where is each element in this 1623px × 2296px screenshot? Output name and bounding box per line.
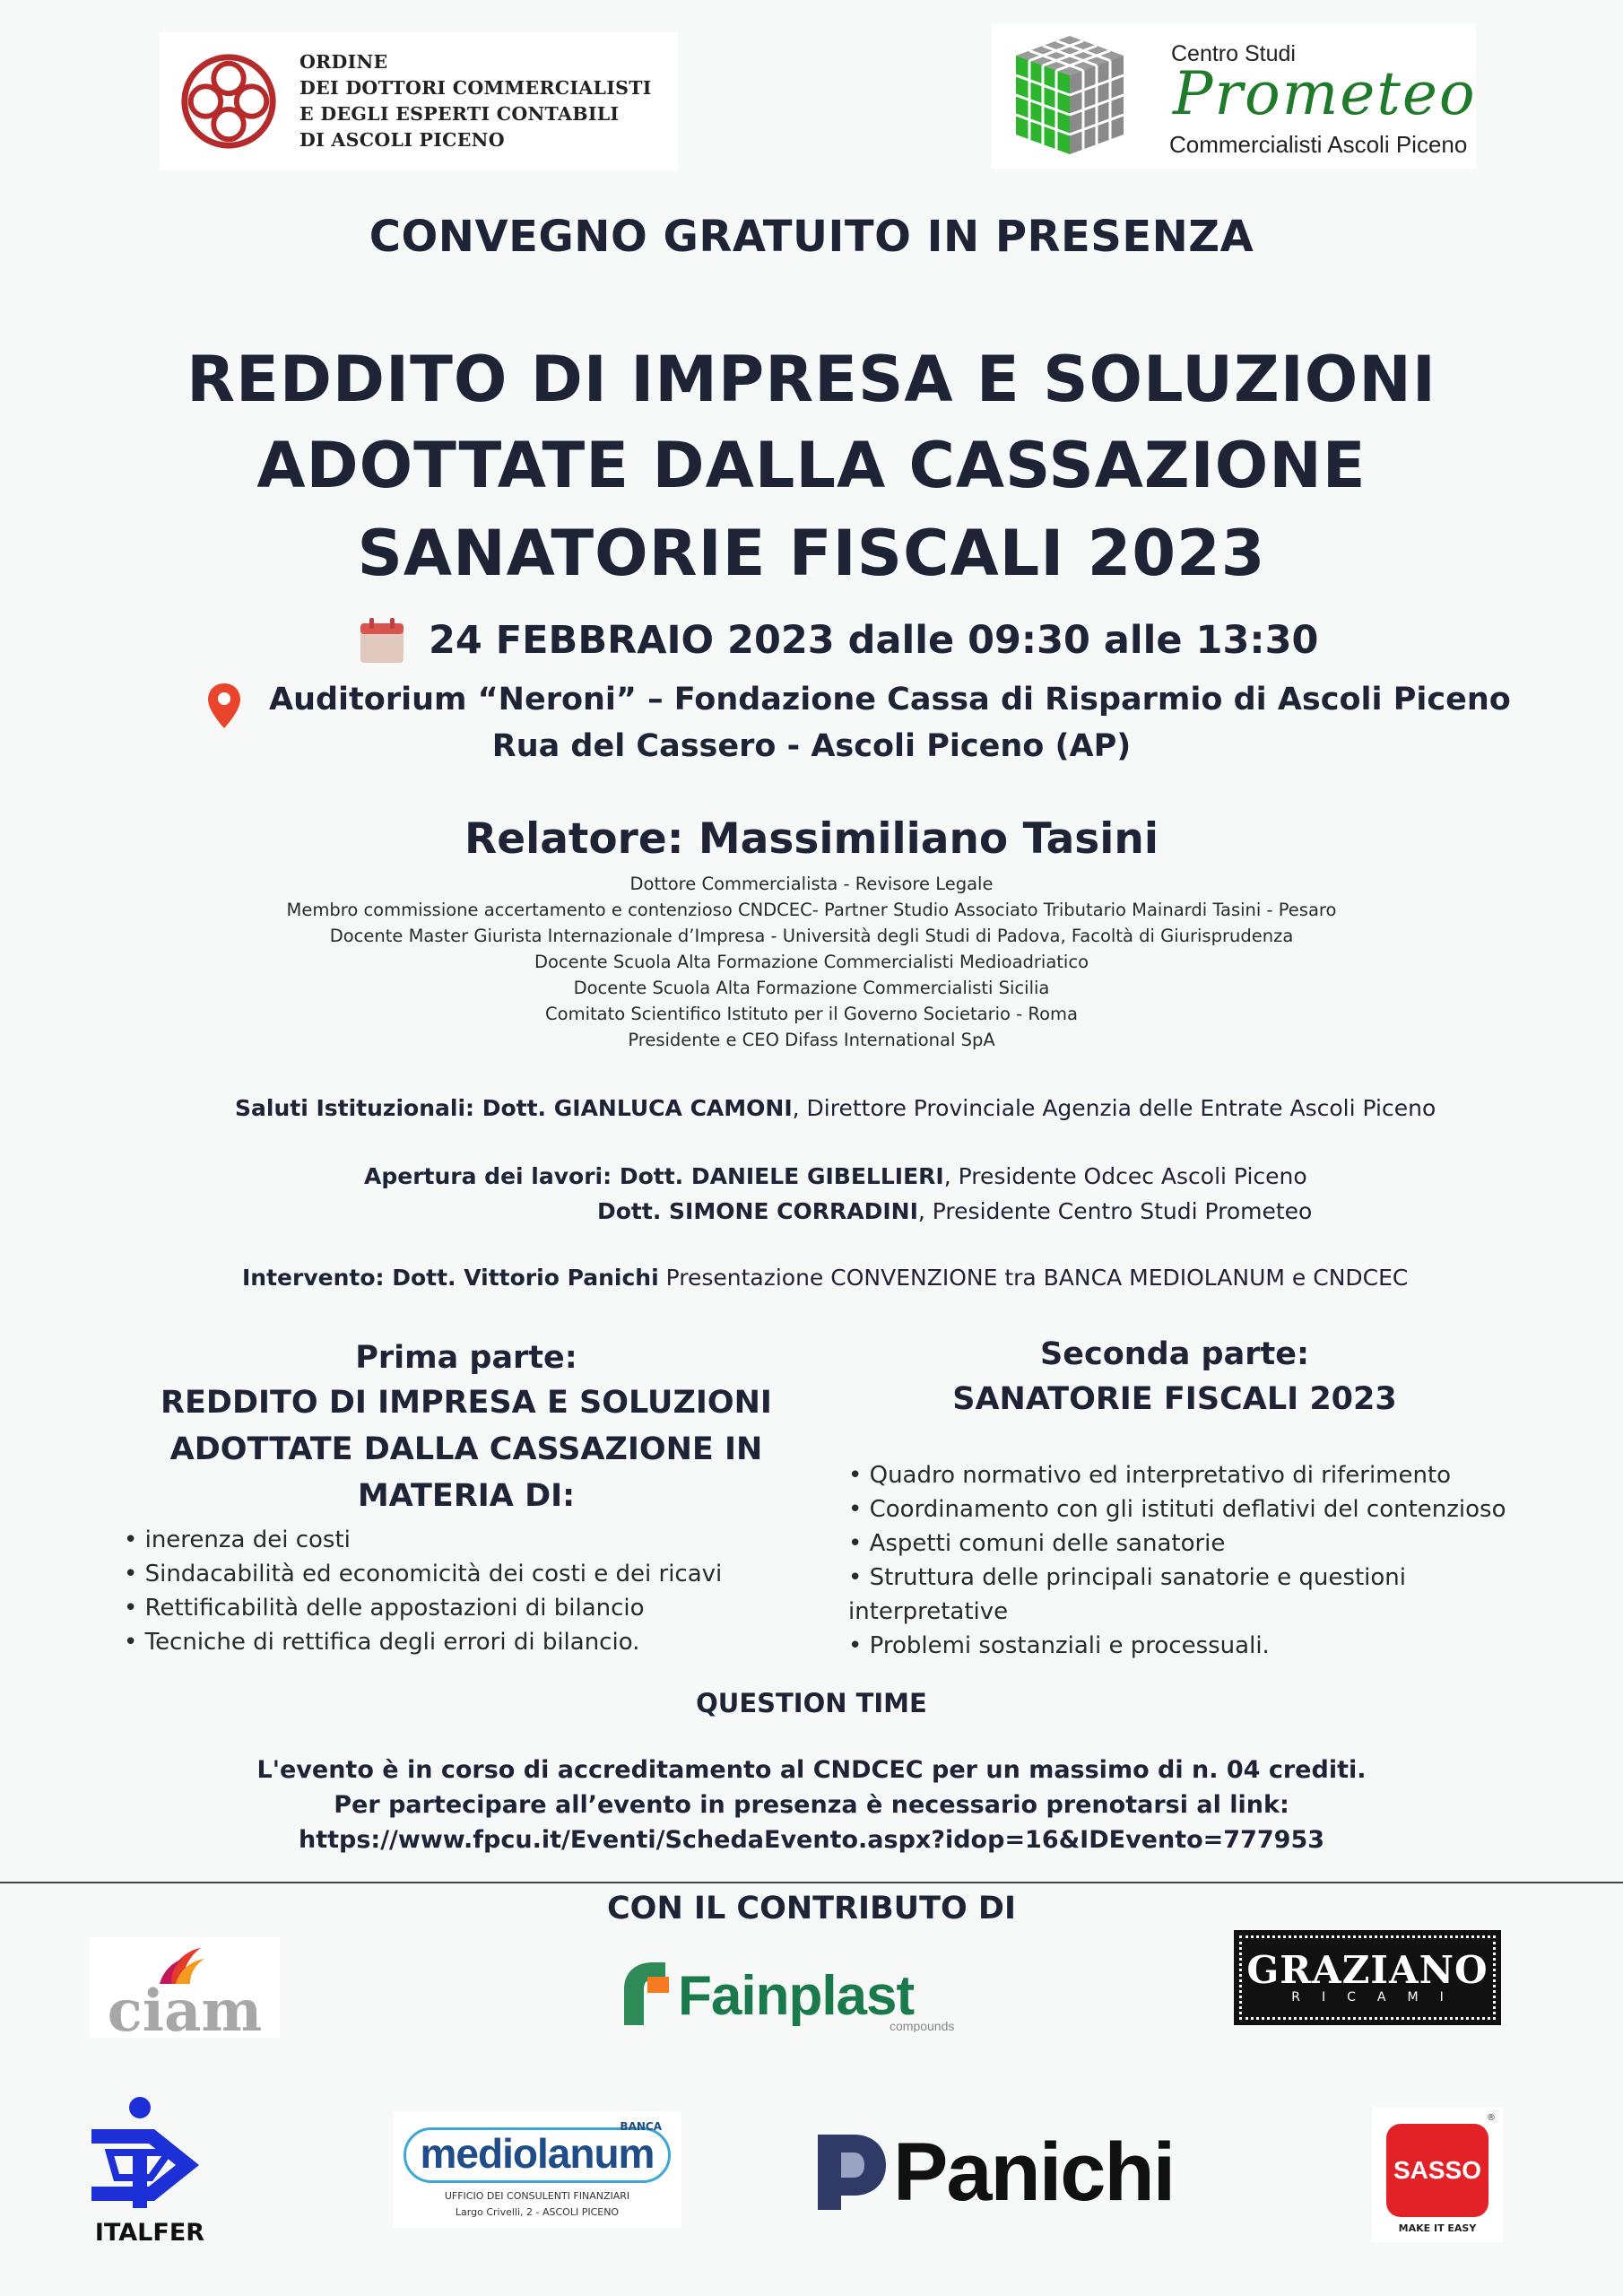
italfer-mark-icon: [82, 2093, 217, 2219]
sasso-tagline: MAKE IT EASY: [1398, 2222, 1477, 2234]
part1-item: • Rettificabilità delle appostazioni di bilancio: [124, 1595, 645, 1622]
mediolanum-banca: BANCA: [620, 2120, 662, 2133]
event-date-row: [359, 613, 1318, 667]
speaker-heading: Relatore: Massimiliano Tasini: [464, 814, 1159, 864]
italfer-logo: [82, 2093, 217, 2251]
part2-heading: Seconda parte:: [1040, 1336, 1309, 1372]
sasso-wordmark: SASSO: [1393, 2156, 1482, 2184]
sponsor-heading: CON IL CONTRIBUTO DI: [607, 1891, 1016, 1926]
part2-item: • Coordinamento con gli istituti deflativi del contenzioso: [848, 1496, 1506, 1523]
prometeo-name: Prometeo: [1173, 59, 1477, 128]
event-venue-line-2: Rua del Cassero - Ascoli Piceno (AP): [491, 728, 1132, 764]
prometeo-kicker: Centro Studi: [1171, 41, 1296, 66]
part2-item: • Aspetti comuni delle sanatorie: [848, 1530, 1226, 1557]
prometeo-cube-icon: [997, 29, 1133, 163]
saluti-label: Saluti Istituzionali: Dott. GIANLUCA CAMONI: [235, 1095, 793, 1121]
part2-item: • Problemi sostanziali e processuali.: [848, 1632, 1270, 1659]
graziano-wordmark: GRAZIANO: [1246, 1948, 1488, 1992]
fainplast-wordmark: Fainplast: [678, 1965, 915, 2027]
speaker-cv-line: Docente Scuola Alta Formazione Commercialisti Medioadriatico: [534, 952, 1089, 972]
apertura-text: , Presidente Odcec Ascoli Piceno: [943, 1163, 1307, 1189]
panichi-logo: [818, 2127, 1194, 2217]
part2-item: interpretative: [848, 1598, 1009, 1625]
part1-title-line-3: MATERIA DI:: [357, 1478, 576, 1514]
intervento: [242, 1265, 1408, 1291]
speaker-cv-line: Docente Master Giurista Internazionale d’Impresa - Università degli Studi di Padova, Facoltà di Giurisprudenza: [329, 926, 1294, 946]
apertura2-label: Dott. SIMONE CORRADINI: [597, 1198, 918, 1224]
speaker-cv-line: Docente Scuola Alta Formazione Commercialisti Sicilia: [573, 978, 1050, 998]
speaker-cv-line: Comitato Scientifico Istituto per il Governo Societario - Roma: [545, 1004, 1078, 1024]
part1-title-line-1: REDDITO DI IMPRESA E SOLUZIONI: [161, 1385, 772, 1421]
odcec-line-3: E DEGLI ESPERTI CONTABILI: [299, 103, 620, 125]
part1-heading: Prima parte:: [355, 1340, 577, 1376]
sasso-registered: ®: [1487, 2113, 1496, 2123]
apertura2-text: , Presidente Centro Studi Prometeo: [917, 1198, 1313, 1224]
event-venue-line-1: Auditorium “Neroni” – Fondazione Cassa di Risparmio di Ascoli Piceno: [269, 682, 1511, 718]
part1-item: • inerenza dei costi: [124, 1526, 351, 1553]
fainplast-sub: compounds: [890, 2019, 955, 2032]
apertura-lavori-2: [597, 1198, 1312, 1224]
mediolanum-logo: [393, 2111, 681, 2228]
event-date: 24 FEBBRAIO 2023 dalle 09:30 alle 13:30: [429, 618, 1319, 663]
part1-title-line-2: ADOTTATE DALLA CASSAZIONE IN: [169, 1431, 763, 1467]
event-title-line-2: ADOTTATE DALLA CASSAZIONE: [256, 429, 1367, 502]
saluti-text: , Direttore Provinciale Agenzia delle Entrate Ascoli Piceno: [792, 1095, 1436, 1121]
booking-link[interactable]: https://www.fpcu.it/Eventi/SchedaEvento.aspx?idop=16&IDEvento=777953: [298, 1826, 1325, 1854]
mediolanum-wordmark: mediolanum: [420, 2130, 655, 2177]
accreditation-note: L'evento è in corso di accreditamento al CNDCEC per un massimo di n. 04 crediti.: [256, 1756, 1367, 1784]
ciam-wordmark: ciam: [107, 1978, 263, 2038]
odcec-seal-icon: [176, 48, 282, 154]
sasso-badge: [1386, 2124, 1488, 2217]
prometeo-subtitle: Commercialisti Ascoli Piceno: [1169, 131, 1468, 158]
graziano-logo: [1234, 1930, 1501, 2025]
ciam-flame-icon: [90, 1937, 280, 2038]
mediolanum-office: UFFICIO DEI CONSULENTI FINANZIARI: [444, 2190, 630, 2202]
speaker-cv-line: Membro commissione accertamento e contenzioso CNDCEC- Partner Studio Associato Tributario Mainardi Tasini - Pesaro: [286, 900, 1337, 920]
speaker-cv-line: Presidente e CEO Difass International SpA: [628, 1030, 995, 1050]
apertura-lavori: [364, 1163, 1307, 1189]
part2-title: SANATORIE FISCALI 2023: [952, 1381, 1397, 1417]
saluti-istituzionali: [235, 1095, 1436, 1121]
fainplast-logo: [621, 1953, 961, 2032]
intervento-text: Presentazione CONVENZIONE tra BANCA MEDIOLANUM e CNDCEC: [658, 1265, 1409, 1291]
speaker-cv-line: Dottore Commercialista - Revisore Legale: [629, 874, 994, 894]
part2-item: • Quadro normativo ed interpretativo di riferimento: [848, 1462, 1452, 1489]
calendar-icon: [359, 616, 405, 665]
part2-item: • Struttura delle principali sanatorie e questioni: [848, 1564, 1406, 1591]
graziano-frame: [1239, 1935, 1496, 2020]
fainplast-mark-icon: [621, 1953, 961, 2032]
odcec-name: [299, 49, 652, 153]
part1-item: • Tecniche di rettifica degli errori di bilancio.: [124, 1629, 640, 1656]
event-title-line-3: SANATORIE FISCALI 2023: [357, 517, 1266, 590]
odcec-line-1: ORDINE: [299, 51, 388, 73]
booking-note: Per partecipare all’evento in presenza è necessario prenotarsi al link:: [334, 1791, 1289, 1819]
part1-item: • Sindacabilità ed economicità dei costi e dei ricavi: [124, 1561, 723, 1587]
ciam-logo: [90, 1937, 280, 2038]
panichi-wordmark: Panichi: [893, 2126, 1175, 2218]
graziano-sub: RICAMI: [1291, 1990, 1465, 2005]
apertura-label: Apertura dei lavori: Dott. DANIELE GIBELLIERI: [364, 1163, 944, 1189]
event-kicker: CONVEGNO GRATUITO IN PRESENZA: [369, 212, 1254, 262]
odcec-line-2: DEI DOTTORI COMMERCIALISTI: [299, 77, 652, 99]
prometeo-logo: [992, 23, 1476, 169]
odcec-logo: [160, 32, 678, 170]
event-title-line-1: REDDITO DI IMPRESA E SOLUZIONI: [187, 343, 1436, 416]
intervento-label: Intervento: Dott. Vittorio Panichi: [242, 1265, 659, 1291]
question-time: QUESTION TIME: [696, 1688, 927, 1718]
odcec-line-4: DI ASCOLI PICENO: [299, 129, 505, 151]
mediolanum-address: Largo Crivelli, 2 - ASCOLI PICENO: [455, 2206, 620, 2218]
panichi-mark-icon: [818, 2135, 886, 2210]
sasso-logo: [1372, 2108, 1503, 2242]
italfer-wordmark: ITALFER: [94, 2219, 205, 2247]
location-pin-icon: [206, 682, 242, 730]
footer-divider: [0, 1882, 1623, 1883]
